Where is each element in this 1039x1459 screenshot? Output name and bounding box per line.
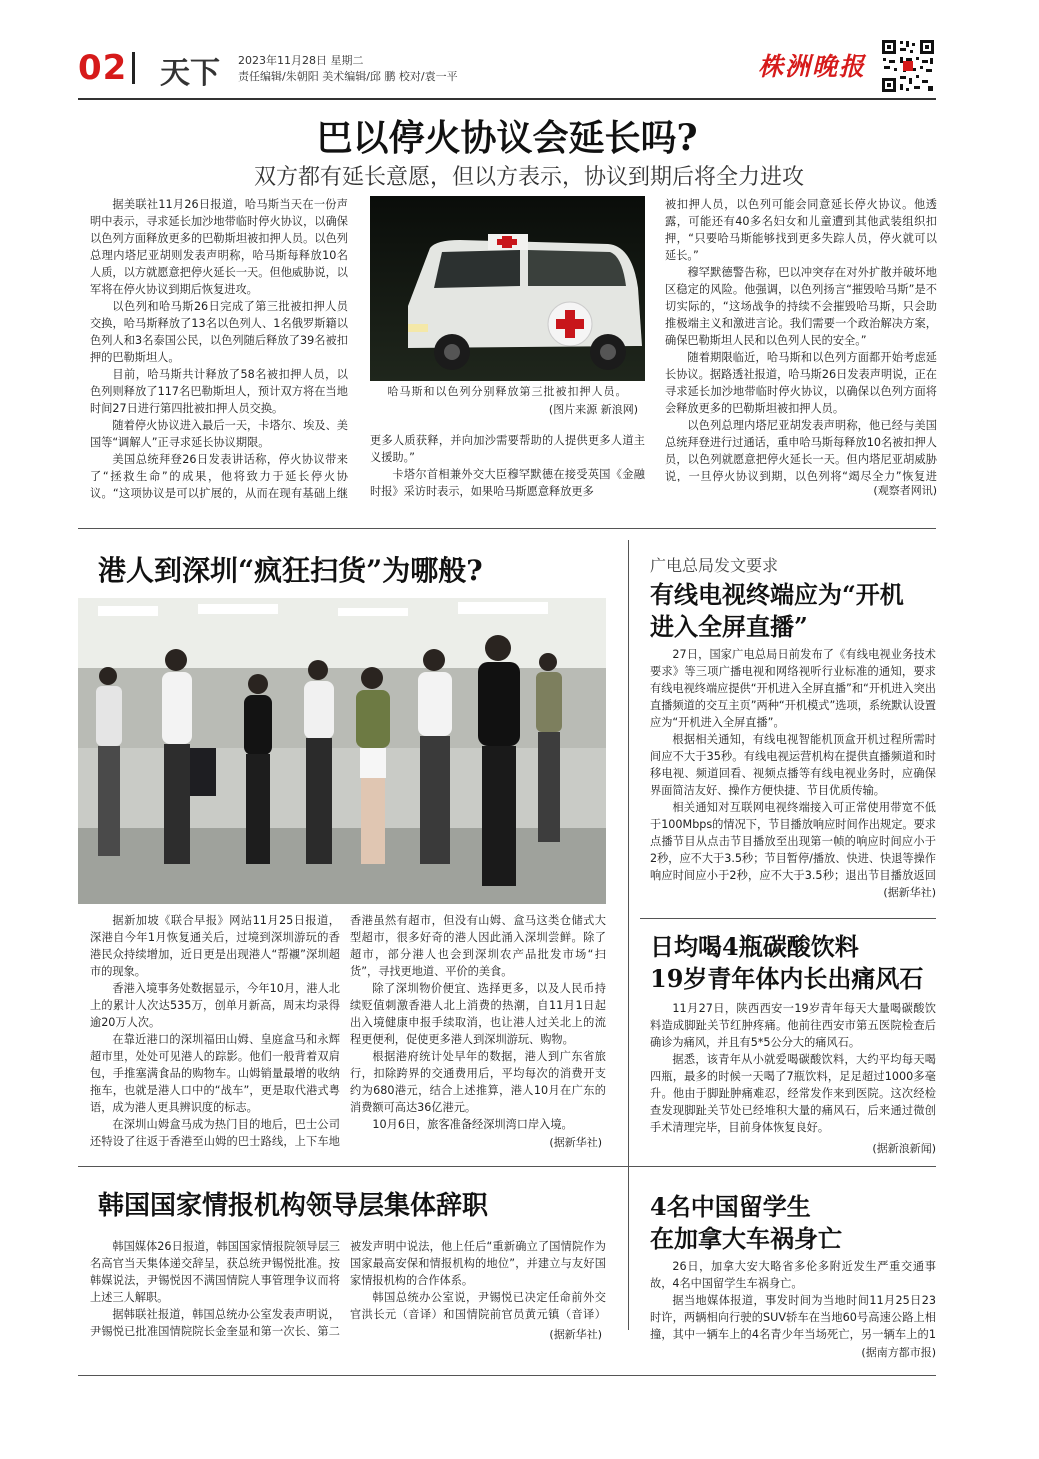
- paragraph: 据悉，该青年从小就爱喝碳酸饮料，大约平均每天喝四瓶，最多的时候一天喝了7瓶饮料，足足超过1000多毫升。他由于脚趾肿痛难忍，经常发作来到医院。这次经检查发现脚趾关节处已经堆积大量的痛风石，后来通过微创手术清理完毕，目前身体恢复良好。: [650, 1053, 936, 1134]
- story4-headline-line2: 19岁青年体内长出痛风石: [650, 964, 924, 993]
- paragraph: 香港虽然有超市，但没有山姆、盒马这类仓储式大型超市，很多好奇的港人因此涌入深圳尝鲜。除了超市，部分港人也会到深圳农产品批发市场“扫货”，寻找更地道、平价的美食。: [350, 914, 606, 978]
- paragraph: 韩国媒体26日报道，韩国国家情报院领导层三名高官当天集体递交辞呈，获总统尹锡悦批准。按韩媒说法，尹锡悦因不满国情院人事管理争议而将上述三人解职。: [90, 1240, 340, 1304]
- editors-line: 责任编辑/朱朝阳 美术编辑/邱 鹏 校对/袁一平: [238, 70, 458, 83]
- story1-col2: [370, 432, 645, 500]
- story5-col1: [90, 1238, 340, 1338]
- story1-headline: 巴以停火协议会延长吗?: [316, 117, 698, 159]
- story3-headline-line1: 有线电视终端应为“开机: [650, 580, 904, 609]
- story6-body: [650, 1258, 936, 1342]
- story2-source: (据新华社): [549, 1136, 602, 1149]
- masthead-logo: 株洲晚报: [757, 52, 866, 81]
- paragraph: 随着期限临近，哈马斯和以色列方面都开始考虑延长协议。据路透社报道，哈马斯26日发表声明说，正在寻求延长加沙地带临时停火协议，以确保以色列方面将会释放更多的巴勒斯坦被扣押人员。: [665, 351, 937, 415]
- paragraph: 11月27日，陕西西安一19岁青年每天大量喝碳酸饮料造成脚趾关节红肿疼痛。他前往西安市第五医院检查后确诊为痛风，并且有5*5公分大的痛风石。: [650, 1002, 936, 1049]
- story3-headline-line2: 进入全屏直播”: [650, 612, 808, 641]
- story4-source: (据新浪新闻): [872, 1142, 936, 1155]
- paragraph: 据新加坡《联合早报》网站11月25日报道，深港自今年1月恢复通关后，过境到深圳游玩的香港民众持续增加，近日更是出现港人“帮襯”深圳超市的现象。: [90, 914, 340, 978]
- paragraph: 在深圳山姆盒马成为热门目的地后，巴士公司还特设了往返于香港至山姆的巴士路线，上下车地: [90, 1118, 340, 1148]
- paragraph: 根据港府统计处早年的数据，港人到广东省旅行，扣除跨界的交通费用后，平均每次的消费开支约为680港元，结合上述推算，港人10月在广东的消费额可高达36亿港元。: [350, 1050, 606, 1114]
- paragraph: 韩国总统办公室说，尹锡悦已决定任命前外交官洪长元（音译）和国情院前官员黄元镇（音译）: [350, 1291, 606, 1321]
- story4-headline-line1: 日均喝4瓶碳酸饮料: [650, 932, 859, 961]
- paragraph: 被发声明中说法，他上任后“重新确立了国情院作为国家最高安保和情报机构的地位”，并建立与友好国家情报机构的合作体系。: [350, 1240, 606, 1287]
- header-rule: [78, 98, 936, 100]
- story6-headline-line1: 4名中国留学生: [650, 1192, 811, 1221]
- paragraph: 26日，加拿大安大略省多伦多附近发生严重交通事故，4名中国留学生车祸身亡。: [650, 1260, 936, 1290]
- paragraph: 以色列和哈马斯26日完成了第三批被扣押人员交换，哈马斯释放了13名以色列人、1名俄罗斯籍以色列人和3名泰国公民，以色列随后释放了39名被扣押的巴勒斯坦人。: [90, 300, 348, 364]
- story3-source: (据新华社): [883, 886, 936, 899]
- story1-photo-credit: (图片来源 新浪网): [548, 403, 638, 416]
- section-title: 天下: [160, 56, 220, 91]
- story4-body: [650, 1000, 936, 1136]
- page-number: 02: [78, 48, 128, 88]
- story1-col3: [665, 196, 937, 482]
- story1-photo: [370, 196, 645, 381]
- story1-photo-caption: 哈马斯和以色列分别释放第三批被扣押人员。: [387, 385, 628, 398]
- paragraph: 27日，国家广电总局日前发布了《有线电视业务技术要求》等三项广播电视和网络视听行业标准的通知，要求有线电视终端应提供“开机进入全屏直播”和“开机进入突出直播频道的交互主页”两种“开机模式”选项，系统默认设置应为“开机进入全屏直播”。: [650, 648, 936, 729]
- paragraph: 以色列总理内塔尼亚胡发表声明称，他已经与美国总统拜登进行过通话，重申哈马斯每释放10名被扣押人员，以色列就愿意把停火延长一天。但内塔尼亚胡威胁说，一旦停火协议到期，以色列将“竭尽全力”恢复进: [665, 419, 937, 482]
- story5-headline: 韩国国家情报机构领导层集体辞职: [98, 1191, 489, 1221]
- story6-source: (据南方都市报): [861, 1346, 936, 1359]
- paragraph: 据韩联社报道，韩国总统办公室发表声明说，尹锡悦已批准国情院院长金奎显和第一次长、第二: [90, 1308, 340, 1338]
- paragraph: 根据相关通知，有线电视智能机顶盒开机过程所需时间应不大于35秒。有线电视运营机构在提供直播频道和时移电视、频道回看、视频点播等有线电视业务时，应确保界面简洁友好、操作方便快捷、节目优质传输。: [650, 733, 936, 797]
- section-rule: [78, 528, 936, 529]
- story6-headline-line2: 在加拿大车祸身亡: [650, 1224, 842, 1253]
- story3-body: [650, 646, 936, 884]
- column-divider: [628, 540, 629, 1330]
- paragraph: 随着停火协议进入最后一天，卡塔尔、埃及、美国等“调解人”正寻求延长协议期限。: [90, 419, 348, 449]
- story5-source: (据新华社): [549, 1328, 602, 1341]
- date-line: 2023年11月28日 星期二: [238, 54, 364, 67]
- paragraph: 据美联社11月26日报道，哈马斯当天在一份声明中表示，寻求延长加沙地带临时停火协议，以确保以色列方面释放更多的巴勒斯坦被扣押人员。以色列总理内塔尼亚胡则发表声明称，哈马斯每释放10名人质，以方就愿意把停火延长一天。但他威胁说，以军将在停火协议到期后恢复进攻。: [90, 198, 348, 296]
- paragraph: 更多人质获释，并向加沙需要帮助的人提供更多人道主义援助。”: [370, 434, 645, 464]
- paragraph: 美国总统拜登26日发表讲话称，停火协议带来了“拯救生命”的成果，他将致力于延长停火协议。“这项协议是可以扩展的，从而在现有基础上继: [90, 453, 348, 500]
- story1-col1: [90, 196, 348, 500]
- section-rule: [78, 1166, 936, 1167]
- story2-col2: [350, 912, 606, 1134]
- paragraph: 香港入境事务处数据显示，今年10月，港人北上的累计人次达535万，创单月新高，周末均录得逾20万人次。: [90, 982, 340, 1029]
- paragraph: 穆罕默德警告称，巴以冲突存在对外扩散并破坏地区稳定的风险。他强调，以色列扬言“摧毁哈马斯”是不切实际的，“这场战争的持续不会摧毁哈马斯，只会助推极端主义和激进言论。我们需要一个政治解决方案，确保巴勒斯坦人民和以色列人民的安全。”: [665, 266, 937, 347]
- paragraph: 相关通知对互联网电视终端接入可正常使用带宽不低于100Mbps的情况下，节目播放响应时间作出规定。要求点播节目从点击节目播放至出现第一帧的响应时间应小于2秒，应不大于3.5秒；节目暂停/播放、快进、快退等操作响应时间应小于2秒，应不大于3.5秒；退出节目播放返回: [650, 801, 936, 882]
- paragraph: 据当地媒体报道，事发时间为当地时间11月25日23时许，两辆相向行驶的SUV轿车在当地60号高速公路上相撞，其中一辆车上的4名青少年当场死亡，另一辆车上的1: [650, 1294, 936, 1341]
- paragraph: 目前，哈马斯共计释放了58名被扣押人员，以色列则释放了117名巴勒斯坦人，预计双方将在当地时间27日进行第四批被扣押人员交换。: [90, 368, 348, 415]
- story2-col1: [90, 912, 340, 1150]
- header-divider: [132, 52, 135, 84]
- story5-col2: [350, 1238, 606, 1322]
- qr-code-icon: [880, 38, 936, 94]
- paragraph: 卡塔尔首相兼外交大臣穆罕默德在接受英国《金融时报》采访时表示，如果哈马斯愿意释放更多: [370, 468, 645, 498]
- paragraph: 除了深圳物价便宜、选择更多，以及人民币持续贬值刺激香港人北上消费的热潮，自11月1日起出入境健康申报手续取消，也让港人过关北上的流程更便利，促使更多港人到深圳游玩、购物。: [350, 982, 606, 1046]
- section-rule: [640, 918, 936, 919]
- paragraph: 被扣押人员，以色列可能会同意延长停火协议。他透露，可能还有40多名妇女和儿童遭到其他武装组织扣押，“只要哈马斯能够找到更多失踪人员，停火就可以延长。”: [665, 198, 937, 262]
- story2-headline: 港人到深圳“疯狂扫货”为哪般?: [98, 554, 483, 587]
- story1-deck: 双方都有延长意愿，但以方表示，协议到期后将全力进攻: [253, 165, 804, 190]
- footer-rule: [78, 1375, 936, 1376]
- story3-kicker: 广电总局发文要求: [650, 556, 779, 575]
- story1-source: (观察者网讯): [873, 484, 937, 497]
- paragraph: 在靠近港口的深圳福田山姆、皇庭盒马和永辉超市里，处处可见港人的踪影。他们一般背着双肩包，手推塞满食品的购物车。山姆销量最增的收纳拖车，也就是港人口中的“战车”，更是取代港式粤语，成为港人更具辨识度的标志。: [90, 1033, 340, 1114]
- story2-photo: [78, 598, 606, 904]
- paragraph: 10月6日，旅客准备经深圳湾口岸入境。: [372, 1118, 573, 1131]
